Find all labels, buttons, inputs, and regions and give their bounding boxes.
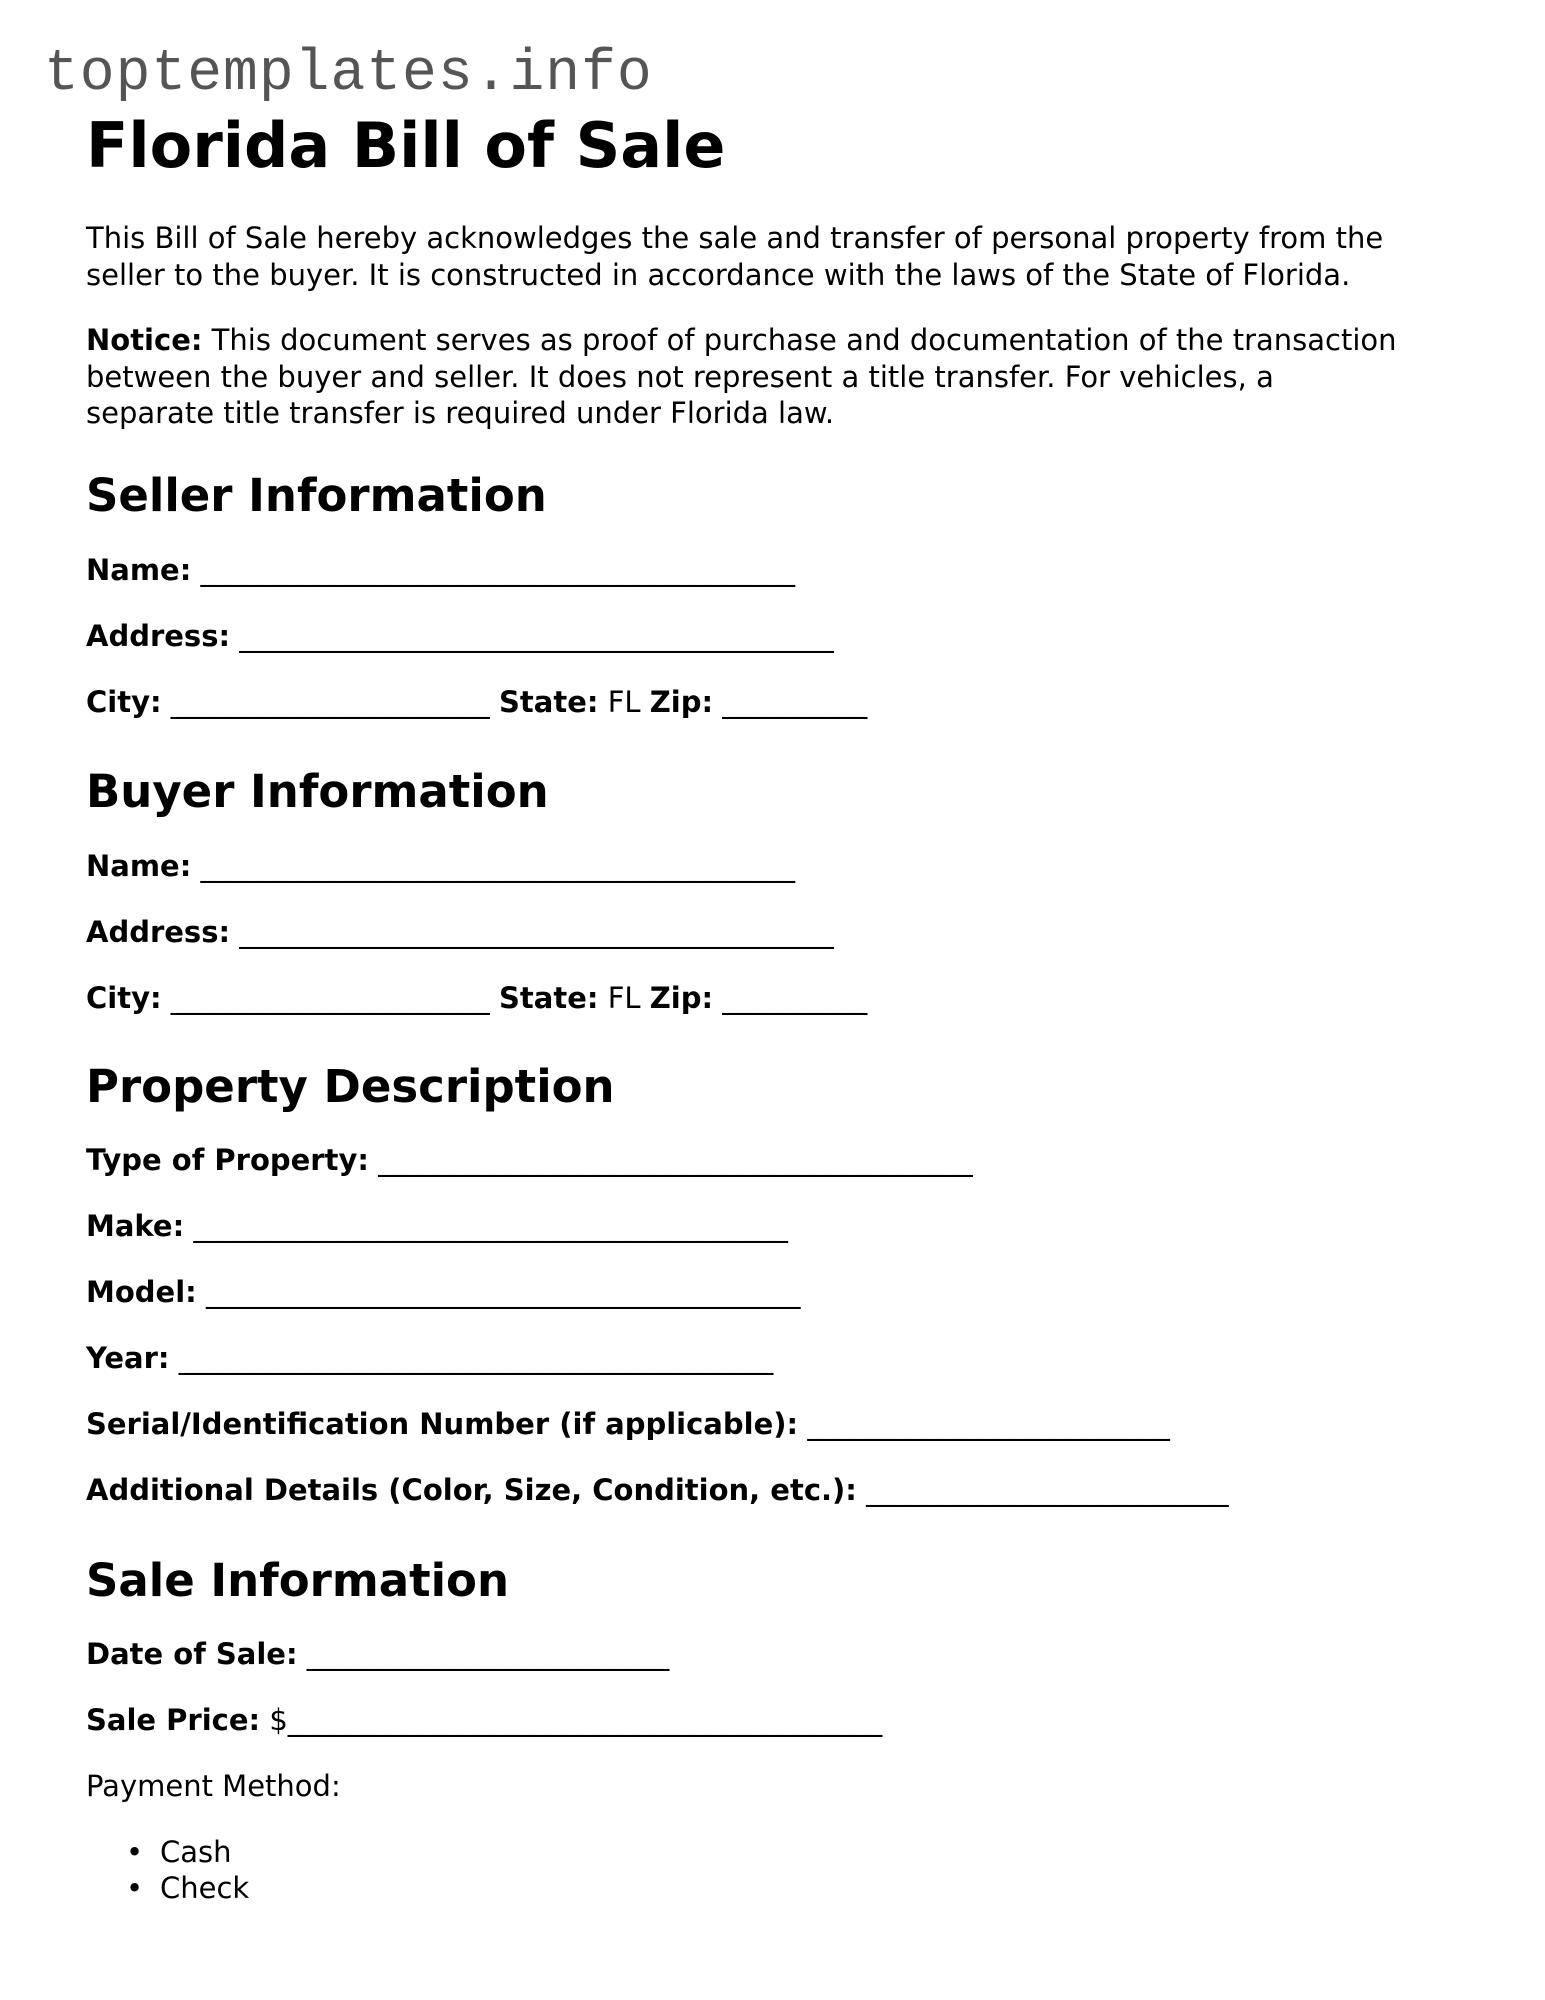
- document-page: [86, 108, 1466, 1905]
- payment-method-list: [126, 1834, 249, 1906]
- property-model-field[interactable]: Model: _________________________________________: [86, 1275, 801, 1309]
- seller-name-field[interactable]: Name: _________________________________________: [86, 553, 796, 587]
- seller-city-state-zip-field[interactable]: City: ______________________ State: FL Zip: __________: [86, 685, 868, 719]
- payment-option-check[interactable]: • Check: [126, 1871, 250, 1905]
- document-title: Florida Bill of Sale: [86, 109, 726, 182]
- intro-paragraph: This Bill of Sale hereby acknowledges the sale and transfer of personal property from the seller to the buyer. It is constructed in accordance with the laws of the State of Florida.: [86, 221, 1384, 292]
- buyer-section-heading: Buyer Information: [86, 765, 549, 818]
- payment-method-label: Payment Method:: [86, 1769, 341, 1803]
- seller-address-field[interactable]: Address: _________________________________________: [86, 619, 834, 653]
- seller-section-heading: Seller Information: [86, 469, 547, 522]
- sale-date-field[interactable]: Date of Sale: _________________________: [86, 1637, 670, 1671]
- notice-paragraph: Notice: This document serves as proof of purchase and documentation of the transaction between the buyer and seller. It does not represent a title transfer. For vehicles, a separate title transfer is required under Florida law.: [86, 323, 1397, 430]
- buyer-name-field[interactable]: Name: _________________________________________: [86, 849, 796, 883]
- payment-option-cash[interactable]: • Cash: [126, 1835, 232, 1869]
- property-serial-field[interactable]: Serial/Identification Number (if applicable): _________________________: [86, 1407, 1170, 1441]
- buyer-city-state-zip-field[interactable]: City: ______________________ State: FL Zip: __________: [86, 981, 868, 1015]
- property-type-field[interactable]: Type of Property: _________________________________________: [86, 1143, 973, 1177]
- property-make-field[interactable]: Make: _________________________________________: [86, 1209, 788, 1243]
- bullet-icon: •: [126, 1835, 144, 1869]
- sale-price-field[interactable]: Sale Price: $_________________________________________: [86, 1703, 883, 1737]
- buyer-address-field[interactable]: Address: _________________________________________: [86, 915, 834, 949]
- bullet-icon: •: [126, 1871, 144, 1905]
- notice-label: Notice:: [86, 323, 203, 357]
- sale-section-heading: Sale Information: [86, 1554, 509, 1607]
- property-section-heading: Property Description: [86, 1060, 615, 1113]
- watermark: toptemplates.info: [44, 42, 653, 107]
- property-details-field[interactable]: Additional Details (Color, Size, Condition, etc.): _________________________: [86, 1473, 1229, 1507]
- property-year-field[interactable]: Year: _________________________________________: [86, 1341, 774, 1375]
